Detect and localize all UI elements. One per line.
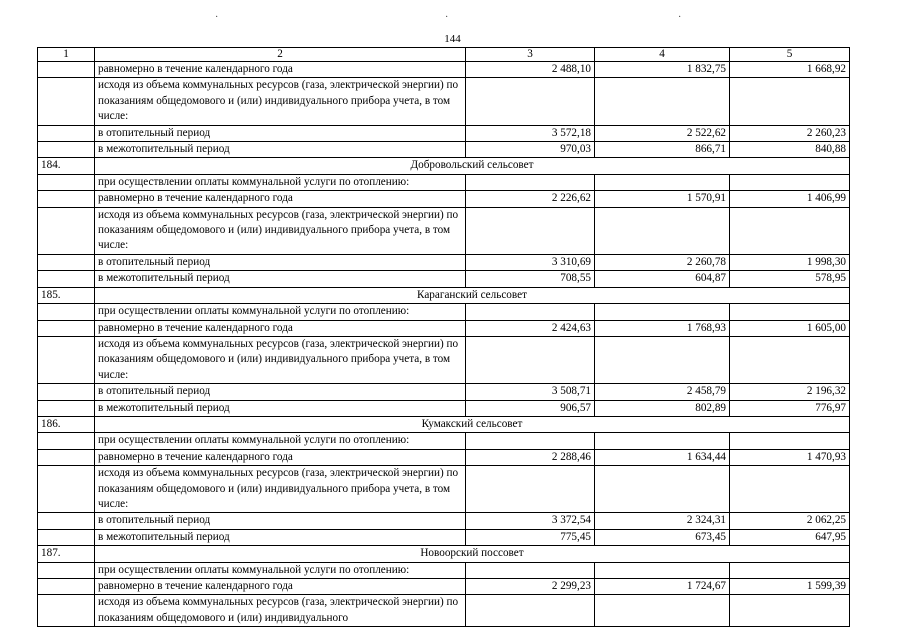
- row-label: при осуществлении оплаты коммунальной услуги по отоплению:: [95, 562, 466, 578]
- section-title: Новоорский поссовет: [95, 546, 850, 562]
- value-col-3: 3 508,71: [466, 384, 595, 400]
- value-col-4: [595, 336, 730, 383]
- column-number-header-row: [38, 48, 850, 62]
- value-col-3: [466, 304, 595, 320]
- section-row: [38, 287, 850, 303]
- row-number-cell: [38, 254, 95, 270]
- table-row: [38, 529, 850, 545]
- row-number-cell: [38, 207, 95, 254]
- row-label: исходя из объема коммунальных ресурсов (газа, электрической энергии) по показаниям общедомового и (или) индивидуального: [95, 595, 466, 627]
- table-row: [38, 595, 850, 627]
- section-row: [38, 158, 850, 174]
- column-header-5: 5: [730, 48, 850, 62]
- table-row: [38, 336, 850, 383]
- table-row: [38, 579, 850, 595]
- section-number: 185.: [38, 287, 95, 303]
- value-col-5: [730, 433, 850, 449]
- value-col-3: [466, 562, 595, 578]
- value-col-5: 1 599,39: [730, 579, 850, 595]
- row-label: равномерно в течение календарного года: [95, 320, 466, 336]
- value-col-5: 840,88: [730, 142, 850, 158]
- value-col-3: [466, 595, 595, 627]
- value-col-5: 2 062,25: [730, 513, 850, 529]
- value-col-4: [595, 595, 730, 627]
- table-row: [38, 191, 850, 207]
- value-col-5: [730, 466, 850, 513]
- table-row: [38, 304, 850, 320]
- table-row: [38, 207, 850, 254]
- table-row: [38, 320, 850, 336]
- value-col-5: [730, 78, 850, 125]
- table-row: [38, 78, 850, 125]
- section-row: [38, 416, 850, 432]
- section-title: Добровольский сельсовет: [95, 158, 850, 174]
- value-col-3: [466, 174, 595, 190]
- value-col-4: [595, 466, 730, 513]
- row-label: в отопительный период: [95, 125, 466, 141]
- value-col-3: 2 299,23: [466, 579, 595, 595]
- row-number-cell: [38, 174, 95, 190]
- value-col-5: 1 406,99: [730, 191, 850, 207]
- tariff-table: [37, 47, 850, 627]
- row-number-cell: [38, 433, 95, 449]
- value-col-5: 776,97: [730, 400, 850, 416]
- scan-speck: ·: [215, 12, 219, 23]
- value-col-5: 1 470,93: [730, 449, 850, 465]
- row-number-cell: [38, 400, 95, 416]
- row-label: в отопительный период: [95, 254, 466, 270]
- value-col-4: [595, 433, 730, 449]
- table-row: [38, 125, 850, 141]
- value-col-3: 970,03: [466, 142, 595, 158]
- value-col-3: [466, 466, 595, 513]
- value-col-4: [595, 174, 730, 190]
- table-row: [38, 513, 850, 529]
- value-col-3: 906,57: [466, 400, 595, 416]
- value-col-5: [730, 562, 850, 578]
- row-number-cell: [38, 466, 95, 513]
- value-col-4: 1 768,93: [595, 320, 730, 336]
- row-label: в отопительный период: [95, 384, 466, 400]
- column-header-4: 4: [595, 48, 730, 62]
- table-row: [38, 62, 850, 78]
- value-col-4: [595, 304, 730, 320]
- row-number-cell: [38, 191, 95, 207]
- row-number-cell: [38, 336, 95, 383]
- row-number-cell: [38, 78, 95, 125]
- section-title: Караганский сельсовет: [95, 287, 850, 303]
- table-row: [38, 271, 850, 287]
- value-col-3: [466, 78, 595, 125]
- table-row: [38, 400, 850, 416]
- table-row: [38, 466, 850, 513]
- value-col-3: 775,45: [466, 529, 595, 545]
- row-label: равномерно в течение календарного года: [95, 449, 466, 465]
- value-col-3: [466, 207, 595, 254]
- value-col-5: 647,95: [730, 529, 850, 545]
- table-row: [38, 449, 850, 465]
- row-number-cell: [38, 125, 95, 141]
- value-col-4: 604,87: [595, 271, 730, 287]
- value-col-5: [730, 595, 850, 627]
- row-number-cell: [38, 384, 95, 400]
- value-col-3: 3 372,54: [466, 513, 595, 529]
- value-col-5: 1 668,92: [730, 62, 850, 78]
- row-number-cell: [38, 529, 95, 545]
- column-header-1: 1: [38, 48, 95, 62]
- table-row: [38, 254, 850, 270]
- row-number-cell: [38, 320, 95, 336]
- value-col-4: 1 634,44: [595, 449, 730, 465]
- scan-speck: ·: [678, 12, 682, 23]
- value-col-3: 2 488,10: [466, 62, 595, 78]
- value-col-3: 2 424,63: [466, 320, 595, 336]
- row-number-cell: [38, 304, 95, 320]
- value-col-4: 2 522,62: [595, 125, 730, 141]
- row-number-cell: [38, 271, 95, 287]
- column-header-2: 2: [95, 48, 466, 62]
- value-col-4: 802,89: [595, 400, 730, 416]
- row-label: равномерно в течение календарного года: [95, 191, 466, 207]
- column-header-3: 3: [466, 48, 595, 62]
- scan-speck: ·: [445, 12, 449, 23]
- section-row: [38, 546, 850, 562]
- value-col-4: 1 724,67: [595, 579, 730, 595]
- value-col-5: 2 196,32: [730, 384, 850, 400]
- value-col-4: 673,45: [595, 529, 730, 545]
- value-col-5: [730, 207, 850, 254]
- row-label: в отопительный период: [95, 513, 466, 529]
- row-label: при осуществлении оплаты коммунальной услуги по отоплению:: [95, 304, 466, 320]
- row-label: равномерно в течение календарного года: [95, 62, 466, 78]
- row-number-cell: [38, 579, 95, 595]
- value-col-4: 866,71: [595, 142, 730, 158]
- row-label: в межотопительный период: [95, 529, 466, 545]
- row-label: равномерно в течение календарного года: [95, 579, 466, 595]
- value-col-4: 2 324,31: [595, 513, 730, 529]
- value-col-5: [730, 304, 850, 320]
- value-col-4: 2 260,78: [595, 254, 730, 270]
- value-col-3: [466, 433, 595, 449]
- row-number-cell: [38, 142, 95, 158]
- value-col-3: 708,55: [466, 271, 595, 287]
- value-col-5: [730, 174, 850, 190]
- row-label: в межотопительный период: [95, 400, 466, 416]
- value-col-5: 1 605,00: [730, 320, 850, 336]
- value-col-4: [595, 78, 730, 125]
- row-number-cell: [38, 513, 95, 529]
- value-col-3: 2 226,62: [466, 191, 595, 207]
- section-number: 187.: [38, 546, 95, 562]
- value-col-5: [730, 336, 850, 383]
- value-col-5: 2 260,23: [730, 125, 850, 141]
- value-col-4: [595, 207, 730, 254]
- row-label: исходя из объема коммунальных ресурсов (газа, электрической энергии) по показаниям общедомового и (или) индивидуального прибора учета, в том числе:: [95, 336, 466, 383]
- value-col-3: [466, 336, 595, 383]
- table-row: [38, 433, 850, 449]
- row-label: при осуществлении оплаты коммунальной услуги по отоплению:: [95, 174, 466, 190]
- value-col-4: [595, 562, 730, 578]
- row-number-cell: [38, 449, 95, 465]
- row-label: исходя из объема коммунальных ресурсов (газа, электрической энергии) по показаниям общедомового и (или) индивидуального прибора учета, в том числе:: [95, 466, 466, 513]
- value-col-5: 1 998,30: [730, 254, 850, 270]
- value-col-3: 3 310,69: [466, 254, 595, 270]
- section-number: 184.: [38, 158, 95, 174]
- value-col-4: 2 458,79: [595, 384, 730, 400]
- value-col-4: 1 570,91: [595, 191, 730, 207]
- page-number: 144: [444, 33, 461, 45]
- value-col-3: 2 288,46: [466, 449, 595, 465]
- table-row: [38, 562, 850, 578]
- table-row: [38, 384, 850, 400]
- row-label: в межотопительный период: [95, 142, 466, 158]
- row-number-cell: [38, 595, 95, 627]
- row-label: исходя из объема коммунальных ресурсов (газа, электрической энергии) по показаниям общедомового и (или) индивидуального прибора учета, в том числе:: [95, 78, 466, 125]
- table-row: [38, 174, 850, 190]
- row-label: при осуществлении оплаты коммунальной услуги по отоплению:: [95, 433, 466, 449]
- value-col-3: 3 572,18: [466, 125, 595, 141]
- value-col-5: 578,95: [730, 271, 850, 287]
- row-number-cell: [38, 62, 95, 78]
- row-number-cell: [38, 562, 95, 578]
- row-label: в межотопительный период: [95, 271, 466, 287]
- row-label: исходя из объема коммунальных ресурсов (газа, электрической энергии) по показаниям общедомового и (или) индивидуального прибора учета, в том числе:: [95, 207, 466, 254]
- section-number: 186.: [38, 416, 95, 432]
- section-title: Кумакский сельсовет: [95, 416, 850, 432]
- value-col-4: 1 832,75: [595, 62, 730, 78]
- table-row: [38, 142, 850, 158]
